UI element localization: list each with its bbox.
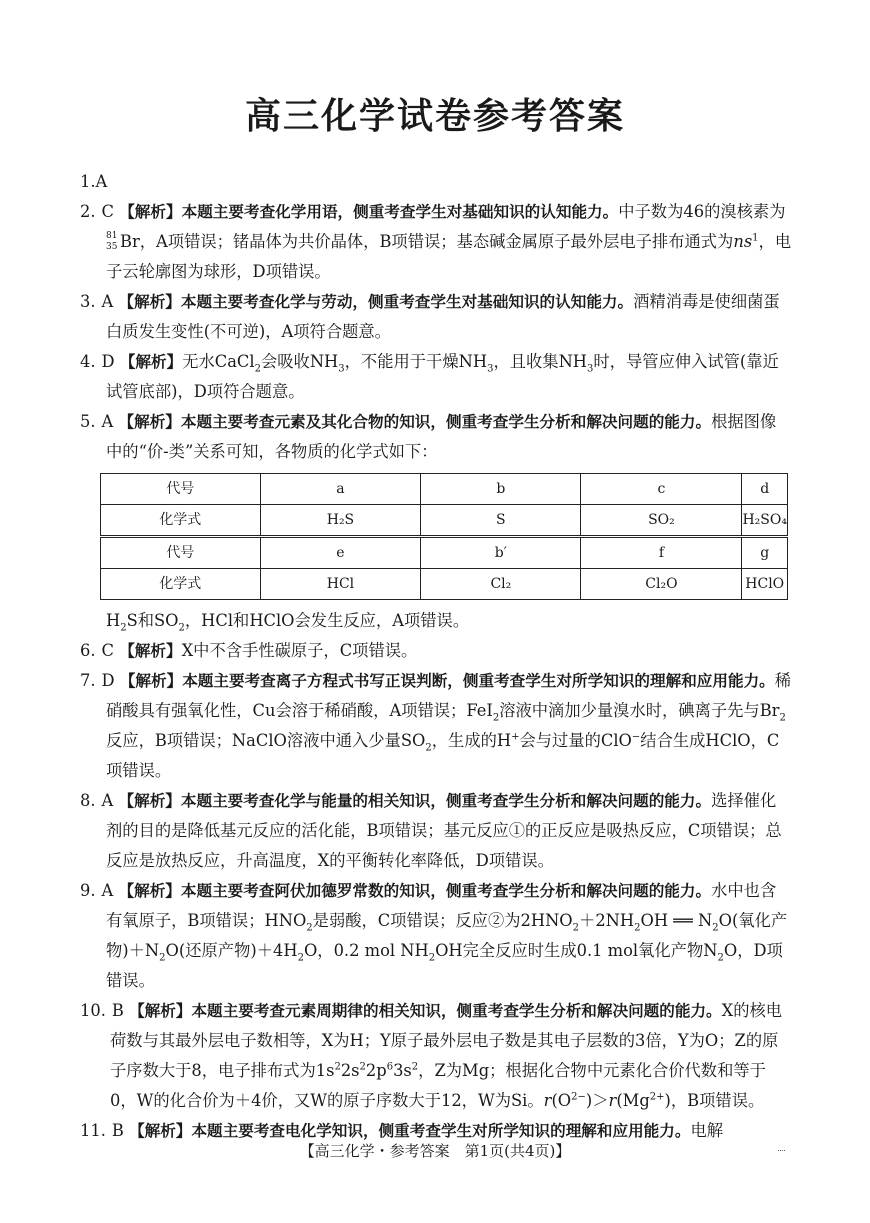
corner-mark xyxy=(778,1150,785,1152)
list-item: 11. B 【解析】本题主要考查电化学知识，侧重考查学生对所学知识的理解和应用能力。电解 xyxy=(80,1121,724,1140)
list-item: 4. D 【解析】无水CaCl$_2$会吸收$NH_3$，不能用于干燥$NH_3$，且收集$NH_3$时，导管应伸入试管(靠近试管底部)，D项符合题意。 xyxy=(80,352,779,401)
page-footer: 【高三化学・参考答案 第1页(共4页)】 xyxy=(299,1142,571,1160)
table-note: $H_2S$和$SO_2$，HCl和HClO会发生反应，A项错误。 xyxy=(106,611,470,634)
formula-table xyxy=(100,473,788,600)
table-row: 代号 e b′ f g xyxy=(101,537,788,569)
table-row: 化学式 H₂S S SO₂ H₂SO₄ xyxy=(101,505,788,537)
list-item: 6. C 【解析】X中不含手性碳原子，C项错误。 xyxy=(80,641,418,660)
answer-list xyxy=(80,167,792,1146)
page-title: 高三化学试卷参考答案 xyxy=(244,96,625,137)
list-item: 10. B 【解析】本题主要考查元素周期律的相关知识，侧重考查学生分析和解决问题的能力。X的核电荷数与其最外层电子数相等，X为H；Y原子最外层电子数是其电子层数的3倍，Y为O；Z的原子序数大于8，电子排布式为$1s^22s^22p^63s^2$，Z为Mg；根据化合物中元素化合价代数和等于0，W的化合价为＋4价，又W的原子序数大于12，W为Si。$r(O^{2-})>r(Mg^{2+})$，B项错误。 xyxy=(80,1001,783,1110)
list-item: 2. C 【解析】本题主要考查化学用语，侧重考查学生对基础知识的认知能力。中子数为46的溴核素为 81 35 Br，A项错误；锗晶体为共价晶体，B项错误；基态碱金属原子最外层电子排布通式为$ns^1$，电子云轮廓图为球形，D项错误。 xyxy=(80,202,792,281)
table-row: 代号 a b c d xyxy=(101,474,788,505)
list-item: 7. D 【解析】本题主要考查离子方程式书写正误判断，侧重考查学生对所学知识的理解和应用能力。稀硝酸具有强氧化性，Cu会溶于稀硝酸，A项错误；FeI$_2$溶液中滴加少量溴水时，碘离子先与$Br_2$反应，B项错误；NaClO溶液中通入少量$SO_2$，生成的H+会与过量的ClO−结合生成HClO，C项错误。 xyxy=(80,671,792,780)
list-item: 1.A xyxy=(80,172,108,191)
list-item: 8. A 【解析】本题主要考查化学与能量的相关知识，侧重考查学生分析和解决问题的能力。选择催化剂的目的是降低基元反应的活化能，B项错误；基元反应①的正反应是吸热反应，C项错误；总反应是放热反应，升高温度，X的平衡转化率降低，D项错误。 xyxy=(80,791,782,870)
list-item: 3. A 【解析】本题主要考查化学与劳动，侧重考查学生对基础知识的认知能力。酒精消毒是使细菌蛋白质发生变性(不可逆)，A项符合题意。 xyxy=(80,292,780,341)
list-item: 9. A 【解析】本题主要考查阿伏加德罗常数的知识，侧重考查学生分析和解决问题的能力。水中也含有氧原子，B项错误；$HNO_2$是弱酸，C项错误；反应②为$2HNO_2+2NH_2OH$ ══ $N_2O$(氧化产物)$+N_2O$(还原产物)$+4H_2O$，0.2 mol $NH_2OH$完全反应时生成0.1 mol氧化产物$N_2O$，D项错误。 xyxy=(80,881,788,990)
list-item: 5. A 【解析】本题主要考查元素及其化合物的知识，侧重考查学生分析和解决问题的能力。根据图像中的“价-类”关系可知，各物质的化学式如下： xyxy=(80,412,777,461)
table-row: 化学式 HCl Cl₂ Cl₂O HClO xyxy=(101,569,788,600)
